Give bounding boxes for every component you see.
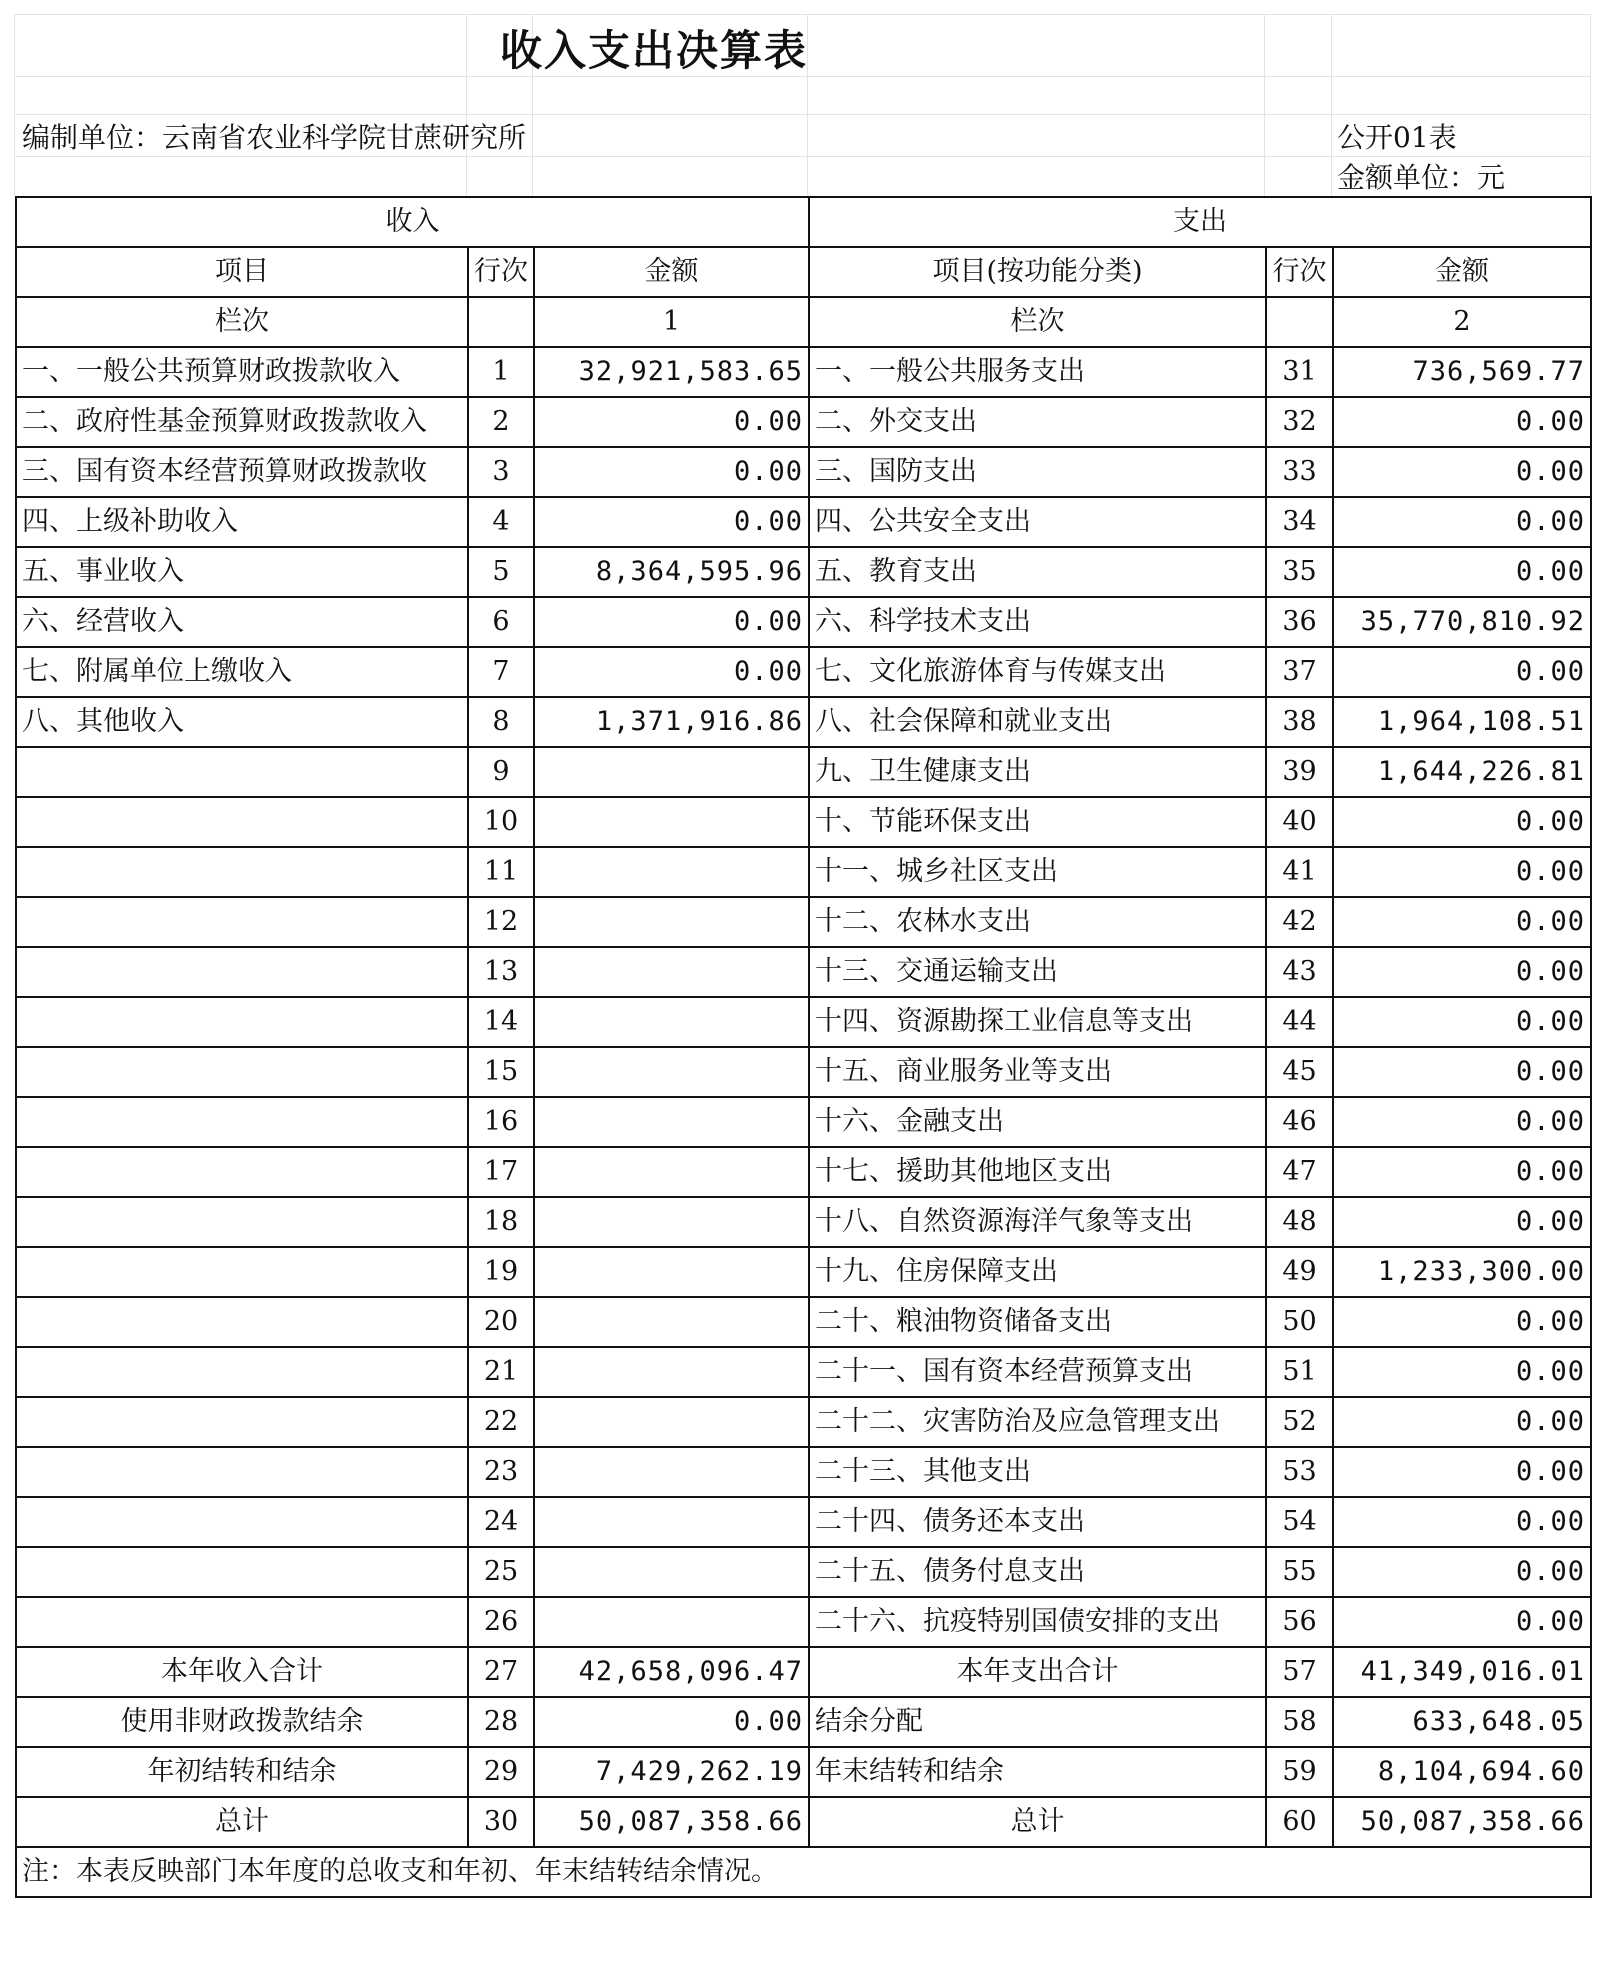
table-row xyxy=(16,447,1591,497)
expense-line-no: 32 xyxy=(1266,397,1333,447)
income-total-amount: 42,658,096.47 xyxy=(534,1647,809,1697)
expense-line-no: 34 xyxy=(1266,497,1333,547)
gridline xyxy=(1264,14,1265,196)
expense-line-no: 55 xyxy=(1266,1547,1333,1597)
income-line-no: 21 xyxy=(468,1347,534,1397)
income-amount-header: 金额 xyxy=(534,247,809,297)
expense-line-no: 35 xyxy=(1266,547,1333,597)
income-amount xyxy=(534,1347,809,1397)
table-row xyxy=(16,1597,1591,1647)
expense-amount: 0.00 xyxy=(1333,1447,1591,1497)
expense-total-amount: 8,104,694.60 xyxy=(1333,1747,1591,1797)
expense-total-line-no: 59 xyxy=(1266,1747,1333,1797)
expense-amount: 0.00 xyxy=(1333,1597,1591,1647)
income-item-label xyxy=(16,1397,468,1447)
income-line-no: 22 xyxy=(468,1397,534,1447)
expense-total-label: 本年支出合计 xyxy=(809,1647,1266,1697)
table-row xyxy=(16,1547,1591,1597)
income-line-no: 8 xyxy=(468,697,534,747)
income-column-number: 1 xyxy=(534,297,809,347)
gridline xyxy=(14,114,1590,115)
expense-column-number: 2 xyxy=(1333,297,1591,347)
income-amount xyxy=(534,1297,809,1347)
income-item-label xyxy=(16,1297,468,1347)
expense-amount: 35,770,810.92 xyxy=(1333,597,1591,647)
table-row xyxy=(16,747,1591,797)
income-amount xyxy=(534,1097,809,1147)
income-amount: 1,371,916.86 xyxy=(534,697,809,747)
income-item-label xyxy=(16,1497,468,1547)
gridline xyxy=(14,14,15,196)
income-item-label xyxy=(16,1447,468,1497)
income-line-no: 1 xyxy=(468,347,534,397)
expense-amount: 1,644,226.81 xyxy=(1333,747,1591,797)
income-total-label: 年初结转和结余 xyxy=(16,1747,468,1797)
income-item-label xyxy=(16,997,468,1047)
income-amount xyxy=(534,1247,809,1297)
income-line-no: 25 xyxy=(468,1547,534,1597)
income-amount: 0.00 xyxy=(534,397,809,447)
expense-item-label: 二十一、国有资本经营预算支出 xyxy=(809,1347,1266,1397)
expense-line-no: 52 xyxy=(1266,1397,1333,1447)
gridline xyxy=(466,14,467,196)
expense-item-label: 十七、援助其他地区支出 xyxy=(809,1147,1266,1197)
table-row xyxy=(16,347,1591,397)
income-total-amount: 0.00 xyxy=(534,1697,809,1747)
expense-line-no: 44 xyxy=(1266,997,1333,1047)
expense-total-amount: 633,648.05 xyxy=(1333,1697,1591,1747)
table-row xyxy=(16,1247,1591,1297)
total-row xyxy=(16,1697,1591,1747)
income-line-no: 3 xyxy=(468,447,534,497)
income-line-no: 19 xyxy=(468,1247,534,1297)
table-row xyxy=(16,847,1591,897)
gridline xyxy=(1590,14,1591,196)
income-line-no: 12 xyxy=(468,897,534,947)
income-item-label xyxy=(16,1147,468,1197)
expense-amount: 0.00 xyxy=(1333,997,1591,1047)
expense-item-label: 十一、城乡社区支出 xyxy=(809,847,1266,897)
income-line-no: 5 xyxy=(468,547,534,597)
income-amount xyxy=(534,1397,809,1447)
income-line-no: 13 xyxy=(468,947,534,997)
expense-item-label: 二十四、债务还本支出 xyxy=(809,1497,1266,1547)
table-row xyxy=(16,897,1591,947)
income-line-no: 14 xyxy=(468,997,534,1047)
table-row xyxy=(16,547,1591,597)
expense-total-line-no: 57 xyxy=(1266,1647,1333,1697)
expense-total-amount: 41,349,016.01 xyxy=(1333,1647,1591,1697)
expense-amount: 1,233,300.00 xyxy=(1333,1247,1591,1297)
income-total-amount: 50,087,358.66 xyxy=(534,1797,809,1847)
income-amount: 0.00 xyxy=(534,497,809,547)
expense-line-no: 42 xyxy=(1266,897,1333,947)
income-amount xyxy=(534,747,809,797)
expense-amount: 0.00 xyxy=(1333,947,1591,997)
total-row xyxy=(16,1647,1591,1697)
expense-item-label: 八、社会保障和就业支出 xyxy=(809,697,1266,747)
income-amount xyxy=(534,897,809,947)
income-line-no: 18 xyxy=(468,1197,534,1247)
income-amount: 32,921,583.65 xyxy=(534,347,809,397)
income-line-no: 15 xyxy=(468,1047,534,1097)
table-row xyxy=(16,1097,1591,1147)
expense-item-label: 五、教育支出 xyxy=(809,547,1266,597)
income-item-label: 五、事业收入 xyxy=(16,547,468,597)
expense-total-label: 总计 xyxy=(809,1797,1266,1847)
expense-item-label: 十六、金融支出 xyxy=(809,1097,1266,1147)
expense-amount: 0.00 xyxy=(1333,1197,1591,1247)
note-row xyxy=(16,1847,1591,1897)
income-item-label xyxy=(16,847,468,897)
income-amount xyxy=(534,1597,809,1647)
page-title: 收入支出决算表 xyxy=(500,26,809,75)
income-amount xyxy=(534,797,809,847)
income-line-no: 17 xyxy=(468,1147,534,1197)
income-item-label xyxy=(16,1547,468,1597)
table-row xyxy=(16,1147,1591,1197)
expense-item-label: 十四、资源勘探工业信息等支出 xyxy=(809,997,1266,1047)
income-amount: 8,364,595.96 xyxy=(534,547,809,597)
expense-amount: 0.00 xyxy=(1333,1047,1591,1097)
table-row xyxy=(16,1447,1591,1497)
expense-amount-header: 金额 xyxy=(1333,247,1591,297)
income-item-label xyxy=(16,1347,468,1397)
income-total-amount: 7,429,262.19 xyxy=(534,1747,809,1797)
income-item-label xyxy=(16,1247,468,1297)
expense-amount: 0.00 xyxy=(1333,847,1591,897)
expense-amount: 0.00 xyxy=(1333,897,1591,947)
income-amount xyxy=(534,997,809,1047)
income-item-label: 七、附属单位上缴收入 xyxy=(16,647,468,697)
expense-amount: 0.00 xyxy=(1333,1497,1591,1547)
table-row xyxy=(16,1197,1591,1247)
income-item-label xyxy=(16,1597,468,1647)
table-row xyxy=(16,397,1591,447)
expense-amount: 0.00 xyxy=(1333,547,1591,597)
expense-item-label: 十五、商业服务业等支出 xyxy=(809,1047,1266,1097)
income-line-no: 6 xyxy=(468,597,534,647)
table-note: 注：本表反映部门本年度的总收支和年初、年末结转结余情况。 xyxy=(16,1847,1591,1897)
income-total-line-no: 30 xyxy=(468,1797,534,1847)
column-header-row xyxy=(16,247,1591,297)
expense-item-label: 十三、交通运输支出 xyxy=(809,947,1266,997)
expense-line-no: 39 xyxy=(1266,747,1333,797)
expense-item-label: 九、卫生健康支出 xyxy=(809,747,1266,797)
gridline xyxy=(14,14,1590,15)
expense-line-no: 48 xyxy=(1266,1197,1333,1247)
expense-amount: 0.00 xyxy=(1333,1297,1591,1347)
expense-item-label: 十、节能环保支出 xyxy=(809,797,1266,847)
income-total-label: 本年收入合计 xyxy=(16,1647,468,1697)
expense-amount: 0.00 xyxy=(1333,1347,1591,1397)
expense-line-no: 46 xyxy=(1266,1097,1333,1147)
income-amount xyxy=(534,1447,809,1497)
expense-item-label: 十九、住房保障支出 xyxy=(809,1247,1266,1297)
income-total-line-no: 27 xyxy=(468,1647,534,1697)
expense-line-no: 47 xyxy=(1266,1147,1333,1197)
income-column-order-label: 栏次 xyxy=(16,297,468,347)
income-item-label xyxy=(16,1097,468,1147)
expense-item-label: 二十六、抗疫特别国债安排的支出 xyxy=(809,1597,1266,1647)
expense-total-label: 结余分配 xyxy=(809,1697,1266,1747)
total-row xyxy=(16,1797,1591,1847)
income-item-label xyxy=(16,1047,468,1097)
form-number: 公开01表 xyxy=(1337,121,1457,154)
table-row xyxy=(16,1497,1591,1547)
income-line-no: 7 xyxy=(468,647,534,697)
gridline xyxy=(1331,14,1332,196)
expense-amount: 0.00 xyxy=(1333,647,1591,697)
expense-item-label: 三、国防支出 xyxy=(809,447,1266,497)
income-line-no: 23 xyxy=(468,1447,534,1497)
expense-item-label: 二十三、其他支出 xyxy=(809,1447,1266,1497)
empty-cell xyxy=(1266,297,1333,347)
expense-amount: 1,964,108.51 xyxy=(1333,697,1591,747)
table-row xyxy=(16,1297,1591,1347)
expense-item-label: 二、外交支出 xyxy=(809,397,1266,447)
table-row xyxy=(16,597,1591,647)
income-item-label: 二、政府性基金预算财政拨款收入 xyxy=(16,397,468,447)
expense-line-no: 36 xyxy=(1266,597,1333,647)
income-amount xyxy=(534,1197,809,1247)
income-total-label: 总计 xyxy=(16,1797,468,1847)
expense-item-label: 七、文化旅游体育与传媒支出 xyxy=(809,647,1266,697)
income-total-line-no: 28 xyxy=(468,1697,534,1747)
expense-line-no: 51 xyxy=(1266,1347,1333,1397)
table-row xyxy=(16,697,1591,747)
expense-line-no: 50 xyxy=(1266,1297,1333,1347)
expense-amount: 736,569.77 xyxy=(1333,347,1591,397)
expense-line-no: 31 xyxy=(1266,347,1333,397)
expense-column-order-label: 栏次 xyxy=(809,297,1266,347)
expense-amount: 0.00 xyxy=(1333,1147,1591,1197)
expense-item-label: 六、科学技术支出 xyxy=(809,597,1266,647)
income-amount xyxy=(534,1047,809,1097)
income-item-label: 三、国有资本经营预算财政拨款收 xyxy=(16,447,468,497)
expense-amount: 0.00 xyxy=(1333,1097,1591,1147)
income-item-label: 六、经营收入 xyxy=(16,597,468,647)
income-line-no: 11 xyxy=(468,847,534,897)
income-amount: 0.00 xyxy=(534,647,809,697)
expense-line-no: 41 xyxy=(1266,847,1333,897)
expense-amount: 0.00 xyxy=(1333,397,1591,447)
income-line-no: 20 xyxy=(468,1297,534,1347)
expense-item-label: 十八、自然资源海洋气象等支出 xyxy=(809,1197,1266,1247)
income-line-no: 4 xyxy=(468,497,534,547)
expense-line-no: 56 xyxy=(1266,1597,1333,1647)
income-expense-table xyxy=(15,196,1592,1898)
expense-total-line-no: 60 xyxy=(1266,1797,1333,1847)
income-amount xyxy=(534,1147,809,1197)
expense-amount: 0.00 xyxy=(1333,1397,1591,1447)
income-line-no: 9 xyxy=(468,747,534,797)
income-item-label xyxy=(16,947,468,997)
table-row xyxy=(16,1047,1591,1097)
section-header-row xyxy=(16,197,1591,247)
income-item-label xyxy=(16,1197,468,1247)
expense-item-label: 一、一般公共服务支出 xyxy=(809,347,1266,397)
expense-amount: 0.00 xyxy=(1333,797,1591,847)
column-order-row xyxy=(16,297,1591,347)
income-item-label: 八、其他收入 xyxy=(16,697,468,747)
reporting-unit: 编制单位：云南省农业科学院甘蔗研究所 xyxy=(22,121,527,154)
table-row xyxy=(16,1397,1591,1447)
table-row xyxy=(16,947,1591,997)
expense-amount: 0.00 xyxy=(1333,497,1591,547)
expense-total-amount: 50,087,358.66 xyxy=(1333,1797,1591,1847)
income-line-no: 26 xyxy=(468,1597,534,1647)
expense-line-no: 40 xyxy=(1266,797,1333,847)
expense-line-no-header: 行次 xyxy=(1266,247,1333,297)
income-amount xyxy=(534,1497,809,1547)
total-row xyxy=(16,1747,1591,1797)
expense-line-no: 33 xyxy=(1266,447,1333,497)
income-line-no-header: 行次 xyxy=(468,247,534,297)
expense-line-no: 43 xyxy=(1266,947,1333,997)
expense-line-no: 53 xyxy=(1266,1447,1333,1497)
expense-item-label: 二十、粮油物资储备支出 xyxy=(809,1297,1266,1347)
expense-section-header: 支出 xyxy=(809,197,1591,247)
table-row xyxy=(16,997,1591,1047)
income-item-label xyxy=(16,797,468,847)
table-row xyxy=(16,497,1591,547)
income-line-no: 10 xyxy=(468,797,534,847)
income-amount xyxy=(534,1547,809,1597)
income-line-no: 16 xyxy=(468,1097,534,1147)
table-row xyxy=(16,797,1591,847)
expense-amount: 0.00 xyxy=(1333,447,1591,497)
expense-item-label: 四、公共安全支出 xyxy=(809,497,1266,547)
income-line-no: 2 xyxy=(468,397,534,447)
table-row xyxy=(16,647,1591,697)
income-item-label xyxy=(16,897,468,947)
income-item-header: 项目 xyxy=(16,247,468,297)
income-total-label: 使用非财政拨款结余 xyxy=(16,1697,468,1747)
income-line-no: 24 xyxy=(468,1497,534,1547)
expense-line-no: 37 xyxy=(1266,647,1333,697)
income-amount: 0.00 xyxy=(534,447,809,497)
income-amount xyxy=(534,947,809,997)
expense-line-no: 45 xyxy=(1266,1047,1333,1097)
empty-cell xyxy=(468,297,534,347)
income-item-label: 一、一般公共预算财政拨款收入 xyxy=(16,347,468,397)
income-section-header: 收入 xyxy=(16,197,809,247)
income-total-line-no: 29 xyxy=(468,1747,534,1797)
expense-total-line-no: 58 xyxy=(1266,1697,1333,1747)
income-item-label xyxy=(16,747,468,797)
table-row xyxy=(16,1347,1591,1397)
expense-line-no: 49 xyxy=(1266,1247,1333,1297)
money-unit: 金额单位：元 xyxy=(1337,161,1506,194)
expense-item-label: 十二、农林水支出 xyxy=(809,897,1266,947)
income-amount xyxy=(534,847,809,897)
expense-item-label: 二十二、灾害防治及应急管理支出 xyxy=(809,1397,1266,1447)
expense-item-header: 项目(按功能分类) xyxy=(809,247,1266,297)
income-amount: 0.00 xyxy=(534,597,809,647)
expense-item-label: 二十五、债务付息支出 xyxy=(809,1547,1266,1597)
expense-line-no: 54 xyxy=(1266,1497,1333,1547)
income-item-label: 四、上级补助收入 xyxy=(16,497,468,547)
expense-total-label: 年末结转和结余 xyxy=(809,1747,1266,1797)
expense-line-no: 38 xyxy=(1266,697,1333,747)
expense-amount: 0.00 xyxy=(1333,1547,1591,1597)
